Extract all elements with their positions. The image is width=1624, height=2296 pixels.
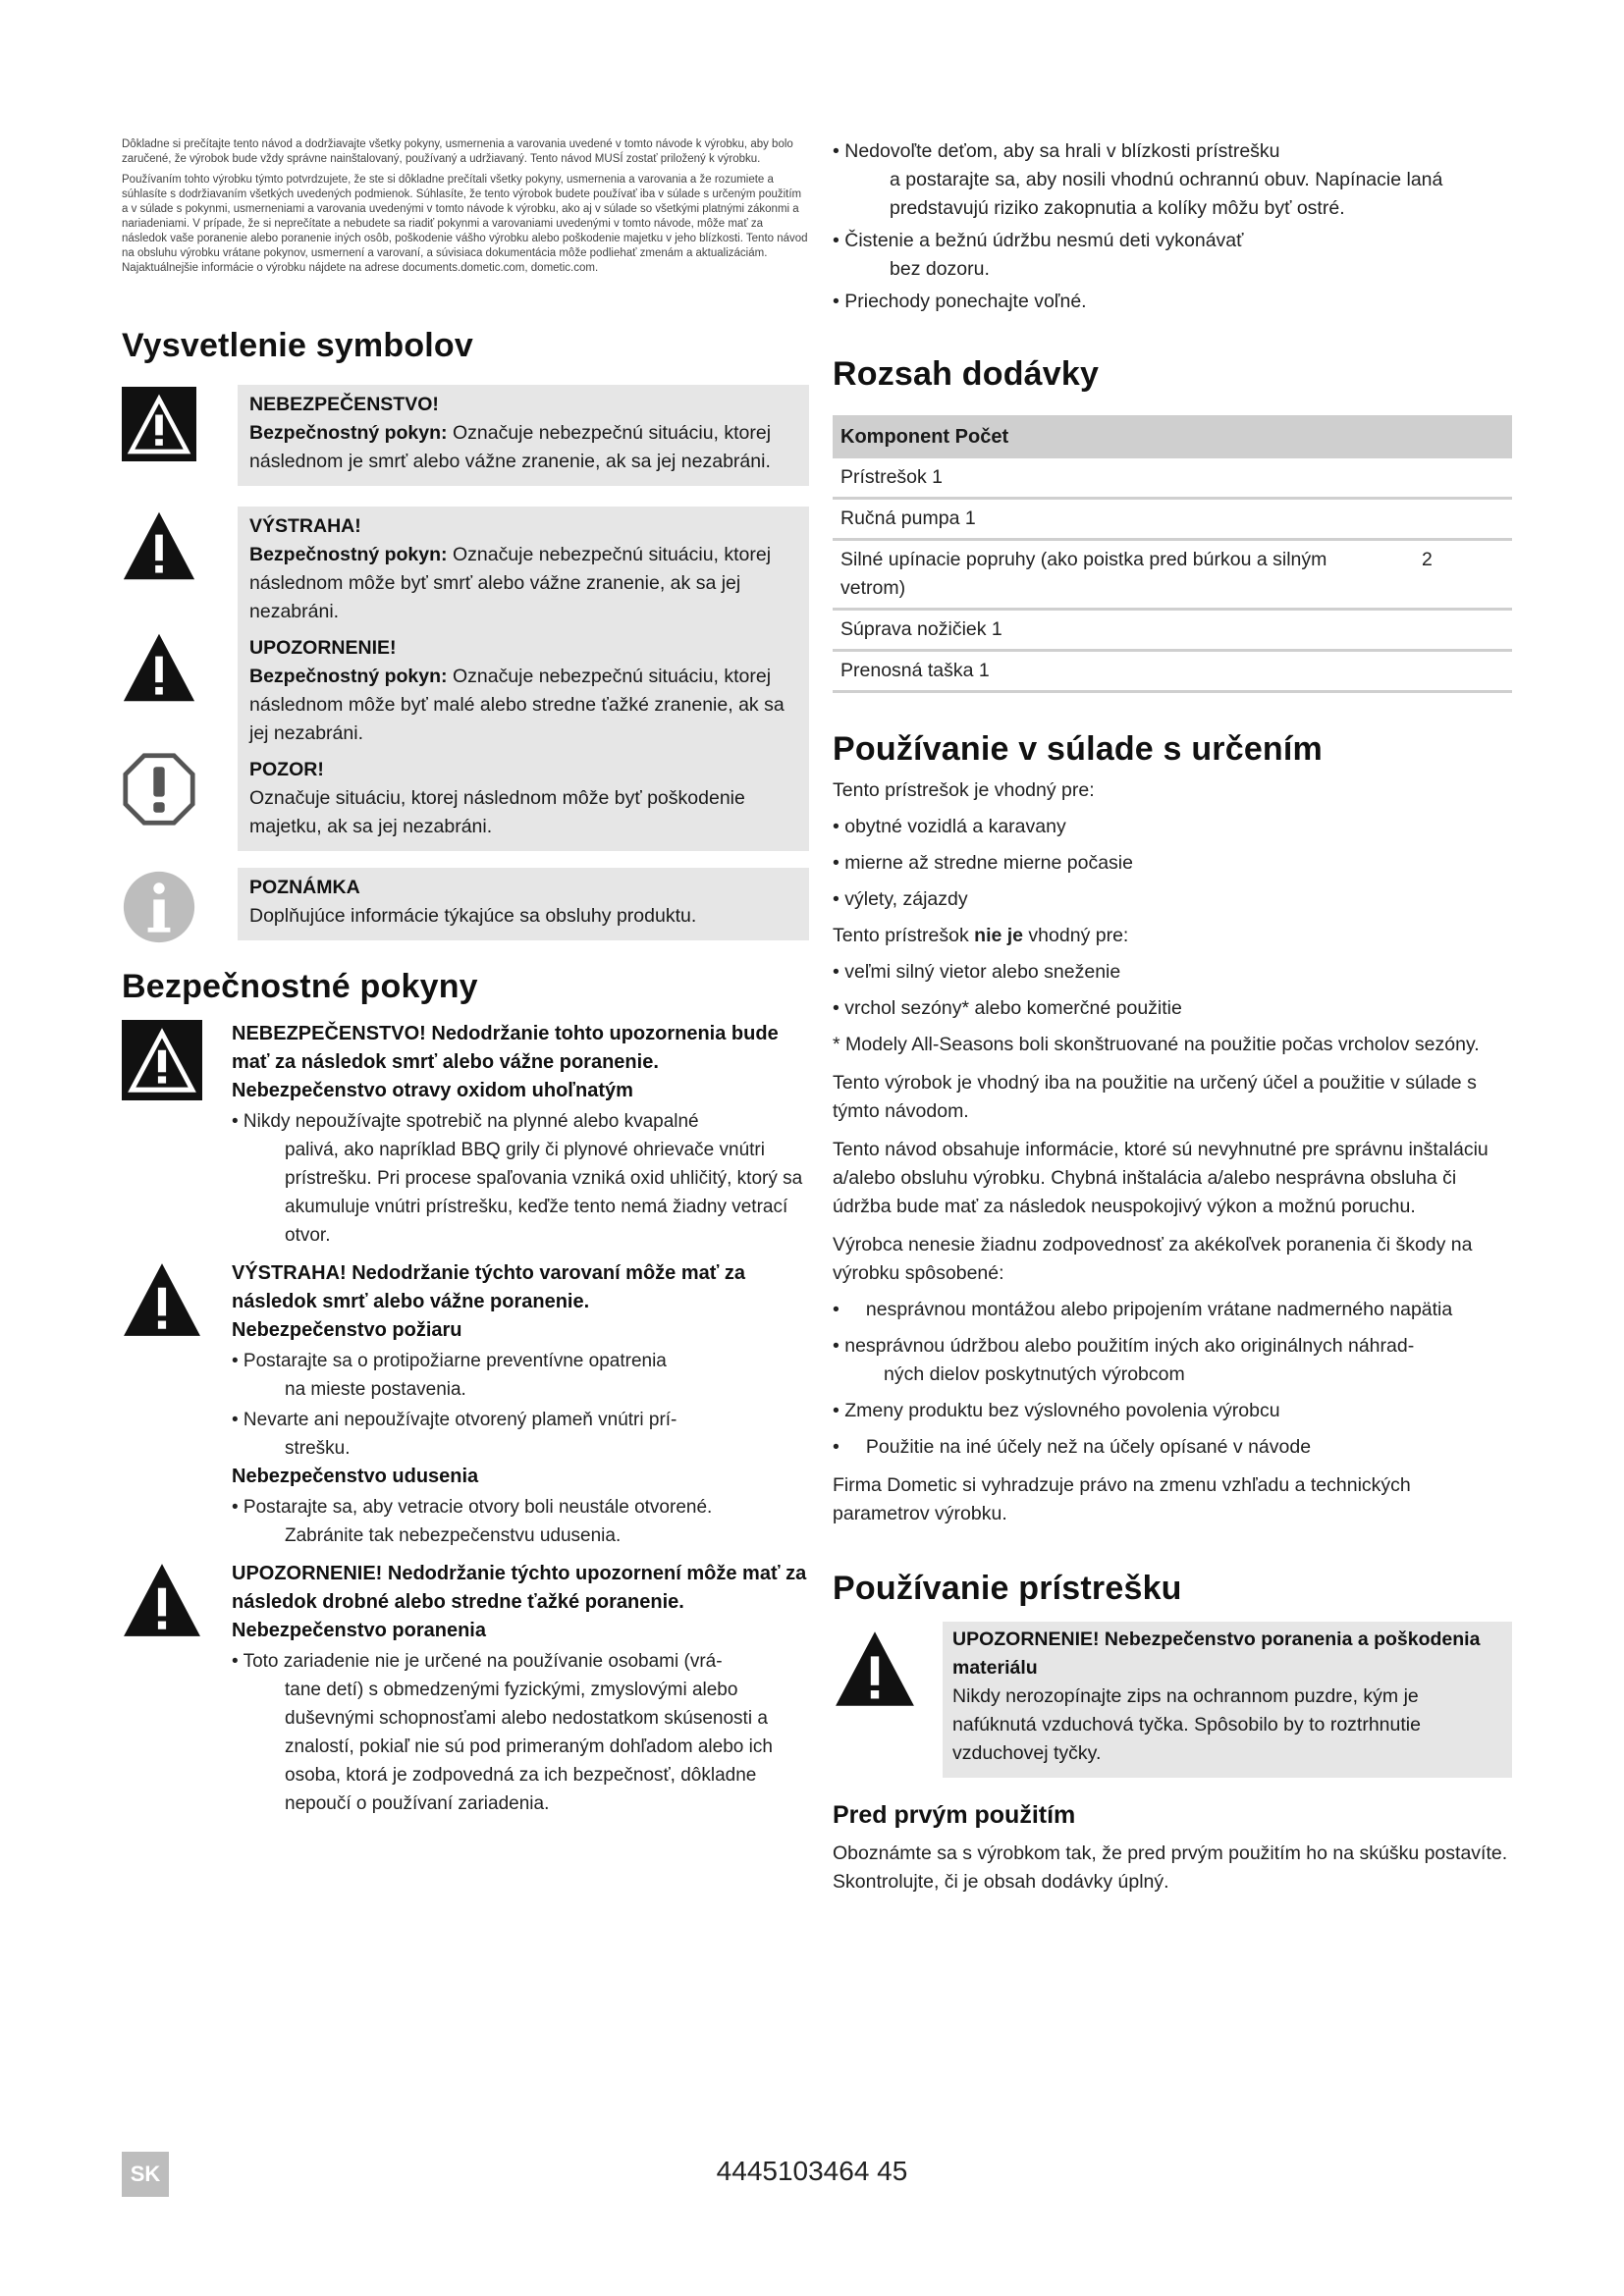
symbol-warning-box: [238, 507, 809, 636]
list-item: • vrchol sezóny* alebo komerčné použitie: [833, 997, 1182, 1019]
table-cell-name: Ručná pumpa 1: [833, 499, 1414, 540]
warning-head-text: Nedodržanie týchto varovaní môže mať za následok smrť alebo vážne poranenie.: [232, 1262, 746, 1312]
symbols-legend: [122, 385, 809, 966]
right-column: [833, 137, 1512, 1896]
intended-paragraph-3: Výrobca nenesie žiadnu zodpovednosť za akékoľvek poranenia či škody na výrobku spôsobené:: [833, 1234, 1473, 1284]
symbol-caution-lead: Bezpečnostný pokyn:: [249, 666, 448, 687]
list-item-rest: ných dielov poskytnutých výrobcom: [884, 1363, 1185, 1385]
intro-paragraph-2: Používaním tohto výrobku týmto potvrdzujete, že ste si dôkladne prečítali všetky pokyny, usmernenia a varovania a že rozumiete a súhlasíte s dodržiavaním všetkých uvedených podmienok. Súhlasíte, že tento výrobok budete používať iba v súlade s určeným použitím a v súlade s pokynmi, usmerneniami a varovania uvedenými v tomto návode k výrobku, ako aj v súlade so všetkými platnými zákonmi a nariadeniami. V prípade, že si neprečítate a nebudete sa riadiť pokynmi a varovaniami uvedenými v tomto návode, môže mať za následok vaše poranenie alebo poranenie iných osôb, poškodenie vášho výrobku alebo poškodenie majetku v jeho blízkosti. Tento návod na obsluhu výrobku vrátane pokynov, usmernení a varovaní, a súvisiaca dokumentácia môže podliehať zmenám a aktualizáciám. Najaktuálnejšie informácie o výrobku nájdete na adrese documents.dometic.com, dometic.com.: [122, 174, 808, 274]
warning-triangle-icon: [122, 1259, 202, 1340]
usage-caution-text: Nikdy nerozopínajte zips na ochrannom puzdre, kým je nafúknutá vzduchová tyčka. Spôsobilo by to roztrhnutie vzduchovej tyčky.: [952, 1685, 1421, 1764]
symbol-danger-lead: Bezpečnostný pokyn:: [249, 422, 448, 444]
symbol-caution-box: [238, 628, 809, 758]
right-bullet-1-first: • Nedovoľte deťom, aby sa hrali v blízkosti prístrešku: [833, 140, 1280, 162]
caution-triangle-icon: [122, 628, 196, 707]
safety-instructions: [122, 1020, 809, 1818]
list-item: • výlety, zájazdy: [833, 888, 968, 910]
table-row: [833, 458, 1512, 499]
caution-head-text: Nedodržanie týchto upozornení môže mať za následok drobné alebo stredne ťažké poranenie.: [232, 1563, 807, 1613]
danger-black-square-icon: [122, 385, 196, 463]
danger-subheading: Nebezpečenstvo otravy oxidom uhoľnatým: [232, 1080, 633, 1101]
list-item: • mierne až stredne mierne počasie: [833, 852, 1133, 874]
list-item: • obytné vozidlá a karavany: [833, 816, 1066, 837]
table-cell-qty: [1414, 610, 1512, 651]
warning-subheading-suffocation: Nebezpečenstvo udusenia: [232, 1466, 479, 1487]
table-cell-qty: [1414, 499, 1512, 540]
usage-caution-content: [943, 1622, 1512, 1778]
warning-bullet-1: [232, 1347, 809, 1404]
table-cell-qty: [1414, 458, 1512, 499]
intended-use-heading: Používanie v súlade s určením: [833, 730, 1323, 768]
not-suited-intro: [833, 922, 1512, 950]
caution-triangle-icon: [833, 1628, 917, 1710]
table-row: [833, 651, 1512, 692]
warning-bullet-1-rest: na mieste postavenia.: [285, 1379, 466, 1400]
warning-bullet-3-first: • Postarajte sa, aby vetracie otvory boli neustále otvorené.: [232, 1497, 713, 1518]
warning-bullet-3-rest: Zabránite tak nebezpečenstvu udusenia.: [285, 1525, 622, 1546]
intended-paragraph-2: Tento návod obsahuje informácie, ktoré sú nevyhnutné pre správnu inštaláciu a/alebo obsluhu výrobku. Chybná inštalácia a/alebo nesprávna obsluha či údržba bude mať za následok neuspokojivý výkon a možnú poruchu.: [833, 1139, 1489, 1217]
table-cell-qty: [1414, 651, 1512, 692]
list-item: • veľmi silný vietor alebo sneženie: [833, 961, 1121, 983]
not-suited-bold: nie je: [974, 925, 1024, 946]
caution-head-label: UPOZORNENIE!: [232, 1563, 383, 1584]
safety-caution-block: [122, 1560, 809, 1818]
symbol-info-text: Doplňujúce informácie týkajúce sa obsluhy produktu.: [249, 905, 697, 927]
right-bullet-1-rest: a postarajte sa, aby nosili vhodnú ochrannú obuv. Napínacie laná predstavujú riziko zakopnutia a kolíky môžu byť ostré.: [890, 169, 1443, 219]
list-item: • Zmeny produktu bez výslovného povolenia výrobcu: [833, 1400, 1280, 1421]
usage-heading: Používanie prístrešku: [833, 1570, 1182, 1607]
symbol-info-box: [238, 868, 809, 940]
table-cell-name: Súprava nožičiek 1: [833, 610, 1414, 651]
danger-bullet-1-first: • Nikdy nepoužívajte spotrebič na plynné alebo kvapalné: [232, 1111, 699, 1132]
intended-paragraph-4: Firma Dometic si vyhradzuje právo na zmenu vzhľadu a technických parametrov výrobku.: [833, 1474, 1411, 1524]
danger-bullet-1: [232, 1107, 809, 1250]
delivery-table: [833, 415, 1512, 693]
list-item: • Použitie na iné účely než na účely opísané v návode: [833, 1436, 1312, 1458]
caution-bullet-1-first: • Toto zariadenie nie je určené na používanie osobami (vrá-: [232, 1651, 723, 1672]
warning-bullet-2-rest: strešku.: [285, 1438, 351, 1459]
delivery-table-header-cell: Komponent Počet: [833, 415, 1512, 458]
table-row: [833, 499, 1512, 540]
symbol-danger-box: [238, 385, 809, 486]
intended-use-section: [833, 776, 1512, 1528]
danger-head-label: NEBEZPEČENSTVO!: [232, 1023, 426, 1044]
caution-triangle-icon: [122, 1560, 202, 1640]
suited-intro: Tento prístrešok je vhodný pre:: [833, 779, 1095, 801]
caution-bullet-1-rest: tane detí) s obmedzenými fyzickými, zmyslovými alebo duševnými schopnosťami alebo nedostatkom skúsenosti a znalostí, pokiaľ nie sú pod primeraným dohľadom alebo ich osoba, ktorá je zodpovedná za ich bezpečnosť, dôkladne nepoučí o používaní zariadenia.: [285, 1680, 773, 1814]
warning-head-label: VÝSTRAHA!: [232, 1262, 347, 1284]
warning-bullet-2: [232, 1406, 809, 1463]
table-cell-name: Prístrešok 1: [833, 458, 1414, 499]
symbol-warning-title: VÝSTRAHA!: [249, 515, 361, 537]
symbol-danger-title: NEBEZPEČENSTVO!: [249, 394, 439, 415]
delivery-table-header: [833, 415, 1512, 458]
warning-triangle-icon: [122, 507, 196, 585]
list-item: [833, 1332, 1512, 1389]
table-row: [833, 610, 1512, 651]
intro-text: [122, 137, 809, 276]
usage-caution-box: [833, 1622, 1512, 1778]
symbol-info: [122, 868, 809, 966]
safety-warning-block: [122, 1259, 809, 1550]
danger-head-text: Nedodržanie tohto upozornenia bude mať za následok smrť alebo vážne poranenie.: [232, 1023, 779, 1073]
symbol-notice-box: [238, 750, 809, 851]
symbol-notice: [122, 750, 809, 868]
footnote: * Modely All-Seasons boli skonštruované na použitie počas vrcholov sezóny.: [833, 1034, 1480, 1055]
table-cell-qty: 2: [1414, 540, 1512, 610]
safety-heading: Bezpečnostné pokyny: [122, 968, 478, 1005]
symbol-info-title: POZNÁMKA: [249, 877, 360, 898]
intended-paragraph-1: Tento výrobok je vhodný iba na použitie na určený účel a použitie v súlade s týmto návodom.: [833, 1072, 1477, 1122]
table-cell-name: Prenosná taška 1: [833, 651, 1414, 692]
symbol-caution: [122, 628, 809, 750]
symbol-warning-text: Označuje nebezpečnú situáciu, ktorej následnom môže byť smrť alebo vážne zranenie, ak sa jej nezabráni.: [249, 544, 772, 622]
intro-paragraph-1: Dôkladne si prečítajte tento návod a dodržiavajte všetky pokyny, usmernenia a varovania uvedené v tomto návode k výrobku, aby bolo zaručené, že výrobok bude vždy správne nainštalovaný, používaný a udržiavaný. Tento návod MUSÍ zostať priložený k výrobku.: [122, 138, 793, 165]
table-cell-name: Silné upínacie popruhy (ako poistka pred búrkou a silným vetrom): [833, 540, 1414, 610]
before-first-use-text: Oboznámte sa s výrobkom tak, že pred prvým použitím ho na skúšku postavíte. Skontrolujte, či je obsah dodávky úplný.: [833, 1842, 1508, 1893]
delivery-heading: Rozsah dodávky: [833, 355, 1100, 393]
notice-octagon-icon: [122, 750, 196, 828]
not-suited-post: vhodný pre:: [1023, 925, 1129, 946]
page-number: 4445103464 45: [716, 2156, 908, 2186]
symbol-notice-title: POZOR!: [249, 759, 324, 780]
symbol-danger-text: Označuje nebezpečnú situáciu, ktorej následnom je smrť alebo vážne zranenie, ak sa jej nezabráni.: [249, 422, 772, 472]
info-circle-icon: [122, 868, 196, 946]
warning-subheading-fire: Nebezpečenstvo požiaru: [232, 1319, 462, 1341]
caution-subheading: Nebezpečenstvo poranenia: [232, 1620, 486, 1641]
symbol-warning: [122, 507, 809, 628]
symbol-caution-title: UPOZORNENIE!: [249, 637, 397, 659]
warning-bullet-2-first: • Nevarte ani nepoužívajte otvorený plameň vnútri prí-: [232, 1410, 677, 1430]
list-item: • nesprávnou montážou alebo pripojením vrátane nadmerného napätia: [833, 1299, 1453, 1320]
danger-bullet-1-rest: palivá, ako napríklad BBQ grily či plynové ohrievače vnútri prístrešku. Pri procese spaľovania vzniká oxid uhličitý, ktorý sa akumuluje vnútri prístrešku, keďže tento nemá žiadny vetrací otvor.: [285, 1140, 803, 1246]
danger-black-square-icon: [122, 1020, 202, 1100]
list-item-first: • nesprávnou údržbou alebo použitím iných ako originálnych náhrad-: [833, 1335, 1415, 1357]
safety-danger-block: [122, 1020, 809, 1250]
child-safety-bullets: [833, 137, 1512, 316]
right-bullet-1: [833, 137, 1512, 223]
warning-bullet-3: [232, 1493, 809, 1550]
table-row: [833, 540, 1512, 610]
before-first-use-heading: Pred prvým použitím: [833, 1801, 1076, 1829]
warning-bullet-1-first: • Postarajte sa o protipožiarne preventívne opatrenia: [232, 1351, 667, 1371]
right-bullet-2: [833, 227, 1512, 284]
language-badge: SK: [122, 2152, 169, 2197]
usage-caution-title: UPOZORNENIE! Nebezpečenstvo poranenia a poškodenia materiálu: [952, 1629, 1481, 1679]
not-suited-pre: Tento prístrešok: [833, 925, 975, 946]
symbol-danger: [122, 385, 809, 507]
symbol-caution-text: Označuje nebezpečnú situáciu, ktorej následnom môže byť malé alebo stredne ťažké zranenie, ak sa jej nezabráni.: [249, 666, 785, 744]
symbol-warning-lead: Bezpečnostný pokyn:: [249, 544, 448, 565]
left-column: [122, 137, 809, 1828]
symbol-notice-text: Označuje situáciu, ktorej následnom môže byť poškodenie majetku, ak sa jej nezabráni.: [249, 787, 745, 837]
right-bullet-2-first: • Čistenie a bežnú údržbu nesmú deti vykonávať: [833, 230, 1244, 251]
right-bullet-3: • Priechody ponechajte voľné.: [833, 291, 1087, 312]
symbols-heading: Vysvetlenie symbolov: [122, 327, 474, 364]
caution-bullet-1: [232, 1647, 809, 1818]
right-bullet-2-rest: bez dozoru.: [890, 258, 990, 280]
